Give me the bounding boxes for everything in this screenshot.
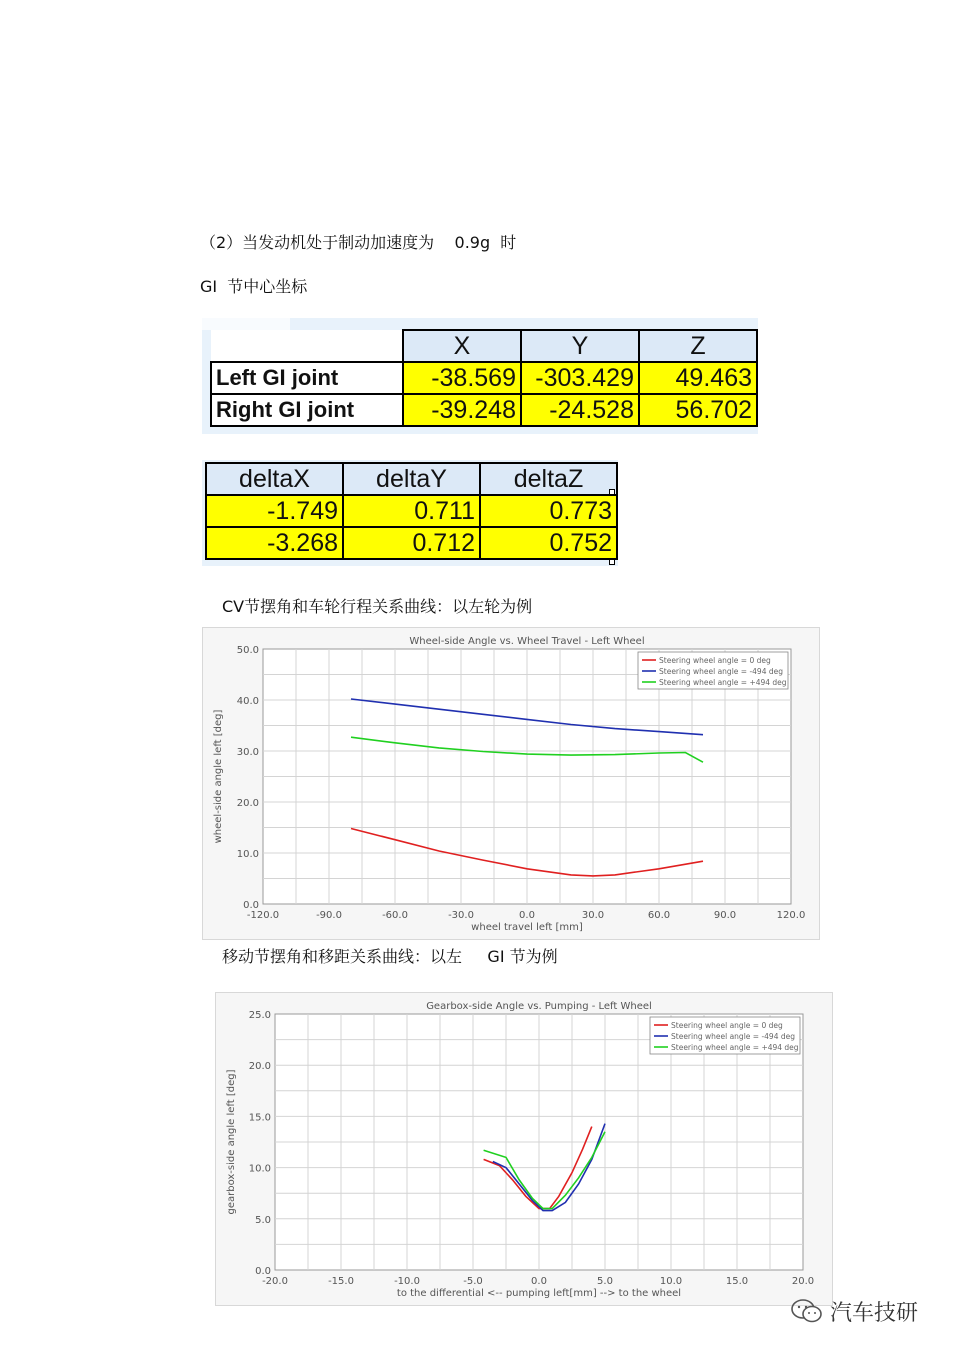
x-tick-label: 120.0 (776, 910, 806, 921)
plunging-joint-curve-heading: 移动节摆角和移距关系曲线：以左 GI 节为例 (222, 947, 558, 966)
row-label-left: Left GI joint (211, 362, 403, 394)
col-header-deltax: deltaX (206, 463, 343, 495)
cell-value: -3.268 (206, 527, 343, 559)
watermark-text: 汽车技研 (830, 1300, 919, 1326)
legend-label: Steering wheel angle = -494 deg (671, 1032, 795, 1041)
chart-title: Wheel-side Angle vs. Wheel Travel - Left Wheel (409, 636, 645, 647)
x-tick-label: 90.0 (713, 910, 737, 921)
cell-value: 0.773 (480, 495, 617, 527)
legend-label: Steering wheel angle = -494 deg (659, 667, 783, 676)
x-tick-label: -120.0 (246, 910, 280, 921)
x-tick-label: 30.0 (581, 910, 605, 921)
wechat-icon (790, 1298, 824, 1324)
x-tick-label: 10.0 (659, 1276, 683, 1287)
row-label-right: Right GI joint (211, 394, 403, 426)
table-row (211, 394, 757, 426)
y-tick-label: 40.0 (236, 696, 259, 707)
y-axis-label: wheel-side angle left [deg] (213, 709, 224, 844)
delta-table-image (202, 460, 618, 566)
cell-value: 0.712 (343, 527, 480, 559)
x-axis-label: to the differential <-- pumping left[mm] --> to the wheel (396, 1288, 682, 1299)
legend-label: Steering wheel angle = 0 deg (659, 656, 771, 665)
y-tick-label: 10.0 (236, 849, 259, 860)
coord-table-image (202, 318, 758, 434)
cell-value: -38.569 (403, 362, 521, 394)
y-tick-label: 5.0 (255, 1214, 271, 1226)
chart-svg (216, 993, 834, 1307)
cell-value: 0.752 (480, 527, 617, 559)
col-header-x: X (403, 330, 521, 362)
x-tick-label: 0.0 (531, 1276, 547, 1287)
x-tick-label: -5.0 (463, 1276, 483, 1287)
x-tick-label: -90.0 (316, 910, 342, 921)
col-header-y: Y (521, 330, 639, 362)
y-tick-label: 0.0 (255, 1266, 271, 1277)
col-header-deltaz: deltaZ (480, 463, 617, 495)
chart-title: Gearbox-side Angle vs. Pumping - Left Wheel (426, 1001, 652, 1012)
legend-label: Steering wheel angle = 0 deg (671, 1021, 783, 1030)
section-heading-braking: （2）当发动机处于制动加速度为 0.9g 时 (200, 233, 517, 252)
x-tick-label: -30.0 (448, 910, 474, 921)
x-tick-label: 60.0 (647, 910, 671, 921)
x-tick-label: 0.0 (519, 910, 535, 921)
y-tick-label: 15.0 (248, 1112, 271, 1124)
y-tick-label: 25.0 (248, 1010, 271, 1021)
table-row (211, 362, 757, 394)
cell-value: 49.463 (639, 362, 757, 394)
legend-label: Steering wheel angle = +494 deg (671, 1043, 799, 1052)
wheel-side-angle-chart (202, 627, 820, 940)
cell-value: -1.749 (206, 495, 343, 527)
resize-handle (609, 489, 615, 495)
y-tick-label: 30.0 (236, 747, 259, 758)
resize-handle (609, 559, 615, 565)
x-tick-label: 5.0 (597, 1276, 613, 1287)
cell-value: -39.248 (403, 394, 521, 426)
cv-joint-curve-heading: CV节摆角和车轮行程关系曲线：以左轮为例 (222, 597, 533, 616)
x-tick-label: 20.0 (791, 1276, 815, 1287)
coord-table (210, 329, 758, 427)
table-row (206, 495, 617, 527)
x-axis-label: wheel travel left [mm] (471, 922, 583, 933)
x-tick-label: -10.0 (394, 1276, 420, 1287)
cell-value: 0.711 (343, 495, 480, 527)
x-tick-label: 15.0 (725, 1276, 749, 1287)
y-tick-label: 0.0 (243, 900, 259, 911)
cell-value: -303.429 (521, 362, 639, 394)
gearbox-side-angle-chart (215, 992, 833, 1306)
legend-label: Steering wheel angle = +494 deg (659, 678, 787, 687)
cell-value: 56.702 (639, 394, 757, 426)
x-tick-label: -15.0 (328, 1276, 354, 1287)
table-corner-cell (211, 330, 403, 362)
delta-table (205, 462, 618, 560)
watermark (790, 1296, 918, 1326)
joint-center-coord-label: GI 节中心坐标 (200, 277, 308, 296)
chart-svg (203, 628, 821, 941)
y-tick-label: 50.0 (236, 645, 259, 656)
table-row (206, 527, 617, 559)
y-tick-label: 20.0 (236, 798, 259, 809)
col-header-z: Z (639, 330, 757, 362)
col-header-deltay: deltaY (343, 463, 480, 495)
cell-value: -24.528 (521, 394, 639, 426)
y-axis-label: gearbox-side angle left [deg] (226, 1069, 237, 1215)
y-tick-label: 10.0 (248, 1163, 271, 1175)
y-tick-label: 20.0 (248, 1061, 271, 1073)
x-tick-label: -60.0 (382, 910, 408, 921)
x-tick-label: -20.0 (262, 1276, 288, 1287)
